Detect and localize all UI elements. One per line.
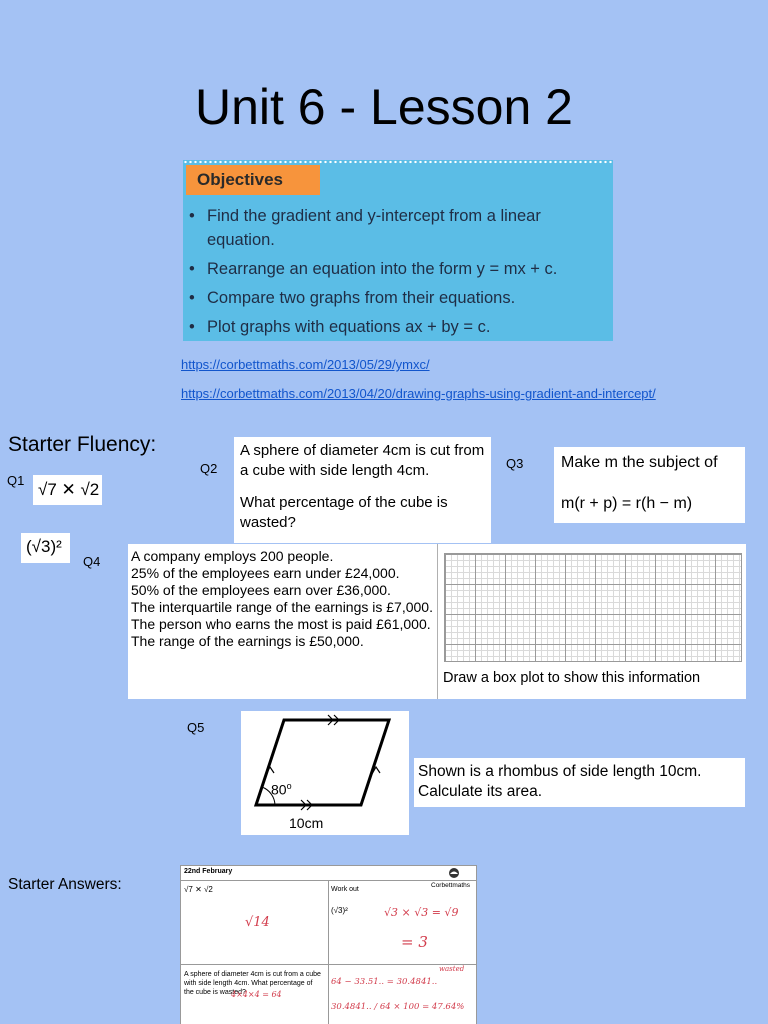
objective-item: • Compare two graphs from their equations. xyxy=(187,286,607,310)
answers-q1b: (√3)² xyxy=(331,906,348,915)
answers-sheet xyxy=(180,865,477,1024)
answers-header xyxy=(181,866,476,880)
objectives-heading: Objectives xyxy=(186,165,320,195)
answers-q1a: √7 ✕ √2 xyxy=(184,885,213,894)
answers-q2-working-2: 64 − 33.51.. = 30.4841.. xyxy=(331,977,438,987)
objective-item: • Plot graphs with equations ax + by = c. xyxy=(187,315,607,339)
q5-angle-value: 80 xyxy=(271,781,287,798)
q5-question-box: Shown is a rhombus of side length 10cm. Calculate its area. xyxy=(414,758,745,807)
q1-second-expression-box: (√3)² xyxy=(21,533,70,563)
link-ymxc[interactable]: https://corbettmaths.com/2013/05/29/ymxc/ xyxy=(181,357,430,372)
answers-q2-note: wasted xyxy=(439,965,465,973)
q2-question-box xyxy=(234,437,491,543)
answers-q2-working-3: 30.4841.. / 64 × 100 = 47.64% xyxy=(331,1002,465,1012)
answers-q2-working-1: 4×4×4 = 64 xyxy=(231,990,282,999)
q1-expression-box: √7 ✕ √2 xyxy=(33,475,102,505)
answers-divider xyxy=(328,880,329,1024)
answers-q2-text: A sphere of diameter 4cm is cut from a cube with side length 4cm. What percentage of the cube is wasted? xyxy=(184,971,321,996)
q5-side-label: 10cm xyxy=(289,815,324,831)
corbettmaths-logo-icon xyxy=(448,867,460,879)
objective-item: • Find the gradient and y-intercept from a linear equation. xyxy=(187,204,607,252)
q4-divider xyxy=(437,544,438,699)
objectives-list xyxy=(187,204,607,344)
answers-q1a-answer: √14 xyxy=(245,915,270,930)
answers-date: 22nd February xyxy=(184,868,233,875)
q4-instruction: Draw a box plot to show this information xyxy=(443,670,701,686)
answers-q1b-answer: = 3 xyxy=(401,933,428,951)
page-title: Unit 6 - Lesson 2 xyxy=(195,79,573,135)
answers-logo: Corbettmaths xyxy=(431,882,471,889)
starter-fluency-label: Starter Fluency: xyxy=(8,433,157,456)
q2-text-1: A sphere of diameter 4cm is cut from a cube with side length 4cm. xyxy=(240,442,485,479)
rhombus-diagram xyxy=(241,711,409,835)
q5-label: Q5 xyxy=(187,720,205,735)
q4-question-box xyxy=(128,544,746,699)
q1-label: Q1 xyxy=(7,473,25,488)
q3-line-1: Make m the subject of xyxy=(561,454,718,471)
q5-angle-label: 80$^o$ xyxy=(271,781,292,798)
q3-label: Q3 xyxy=(506,456,524,471)
answers-rule xyxy=(181,964,477,965)
q3-question-box xyxy=(554,447,745,523)
q4-line: The person who earns the most is paid £61,000. xyxy=(131,616,431,632)
q4-line: 50% of the employees earn over £36,000. xyxy=(131,582,391,598)
q4-line: The range of the earnings is £50,000. xyxy=(131,633,364,649)
q3-line-2: m(r + p) = r(h − m) xyxy=(561,495,693,512)
link-drawing-graphs[interactable]: https://corbettmaths.com/2013/04/20/drawing-graphs-using-gradient-and-intercept/ xyxy=(181,386,656,401)
objective-item: • Rearrange an equation into the form y = mx + c. xyxy=(187,257,607,281)
q4-line: 25% of the employees earn under £24,000. xyxy=(131,565,400,581)
q4-graph-paper xyxy=(444,553,742,662)
q4-line: The interquartile range of the earnings is £7,000. xyxy=(131,599,433,615)
answers-rule xyxy=(181,880,477,881)
q4-label: Q4 xyxy=(83,554,101,569)
q5-diagram-box xyxy=(241,711,409,835)
q2-text-2: What percentage of the cube is wasted? xyxy=(240,494,448,531)
dotted-border xyxy=(183,160,613,164)
answers-work-out: Work out xyxy=(331,886,359,893)
starter-answers-label: Starter Answers: xyxy=(8,876,122,893)
answers-q1b-working: √3 × √3 = √9 xyxy=(384,906,459,919)
q4-line: A company employs 200 people. xyxy=(131,548,334,564)
objectives-panel xyxy=(183,160,613,341)
q2-label: Q2 xyxy=(200,461,218,476)
q4-text xyxy=(131,548,436,650)
